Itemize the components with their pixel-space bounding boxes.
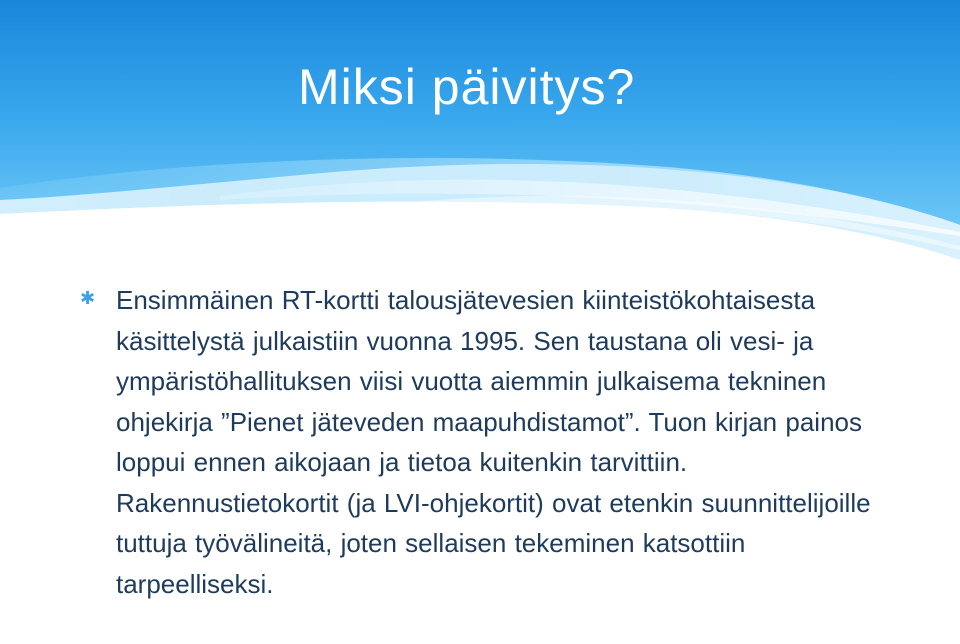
list-item xyxy=(80,280,880,604)
header-wave-background xyxy=(0,0,960,260)
asterisk-bullet-icon: ✱ xyxy=(80,288,96,309)
bullet-text: Ensimmäinen RT-kortti talousjätevesien kiinteistökohtaisesta käsittelystä julkaistiin vuonna 1995. Sen taustana oli vesi- ja ympäristöhallituksen viisi vuotta aiemmin julkaisema tekninen ohjekirja ”Pienet jäteveden maapuhdistamot”. Tuon kirjan painos loppui ennen aikojaan ja tietoa kuitenkin tarvittiin. Rakennustietokortit (ja LVI-ohjekortit) ovat etenkin suunnittelijoille tuttuja työvälineitä, joten sellaisen tekeminen katsottiin tarpeelliseksi. xyxy=(116,285,871,599)
wave-decoration xyxy=(0,0,960,260)
bullet-list xyxy=(80,280,880,604)
slide-title: Miksi päivitys? xyxy=(298,59,636,115)
